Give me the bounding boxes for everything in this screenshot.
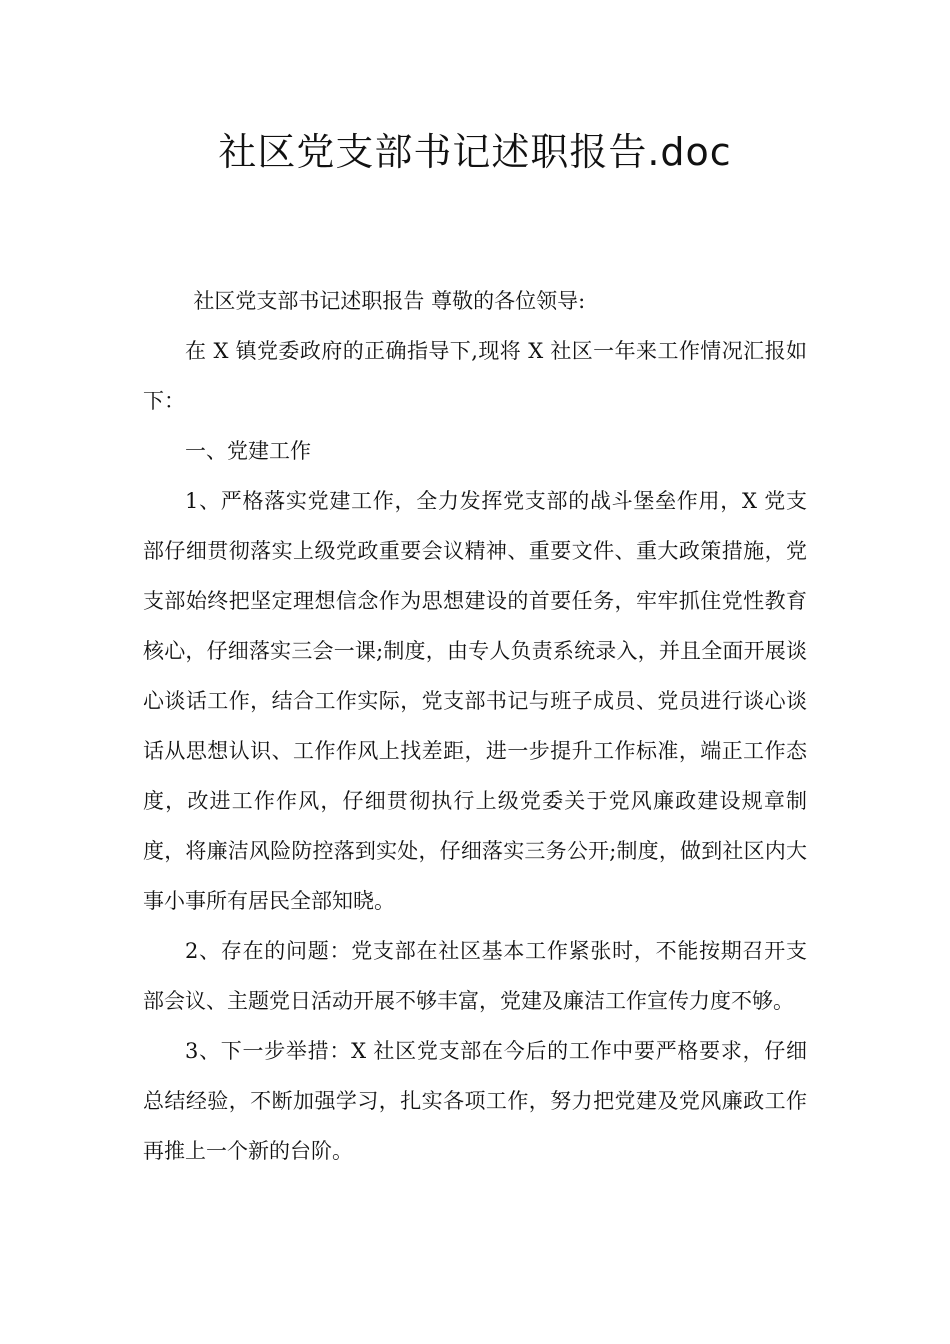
greeting-paragraph: 社区党支部书记述职报告 尊敬的各位领导: [193,289,586,313]
document-body [143,276,807,1176]
item-2-paragraph: 2、存在的问题：党支部在社区基本工作紧张时，不能按期召开支部会议、主题党日活动开展不够丰富，党建及廉洁工作宣传力度不够。 [143,939,807,1013]
document-title: 社区党支部书记述职报告.doc [218,130,732,174]
section-heading-party-building: 一、党建工作 [185,439,311,463]
item-1-paragraph: 1、严格落实党建工作，全力发挥党支部的战斗堡垒作用，X 党支部仔细贯彻落实上级党政重要会议精神、重要文件、重大政策措施，党支部始终把坚定理想信念作为思想建设的首要任务，牢牢抓住党性教育核心，仔细落实三会一课;制度，由专人负责系统录入，并且全面开展谈心谈话工作，结合工作实际，党支部书记与班子成员、党员进行谈心谈话从思想认识、工作作风上找差距，进一步提升工作标准，端正工作态度，改进工作作风，仔细贯彻执行上级党委关于党风廉政建设规章制度，将廉洁风险防控落到实处，仔细落实三务公开;制度，做到社区内大事小事所有居民全部知晓。 [143,489,807,913]
item-3-paragraph: 3、下一步举措：X 社区党支部在今后的工作中要严格要求，仔细总结经验，不断加强学习，扎实各项工作，努力把党建及党风廉政工作再推上一个新的台阶。 [143,1039,807,1163]
intro-paragraph: 在 X 镇党委政府的正确指导下,现将 X 社区一年来工作情况汇报如下： [143,339,807,413]
